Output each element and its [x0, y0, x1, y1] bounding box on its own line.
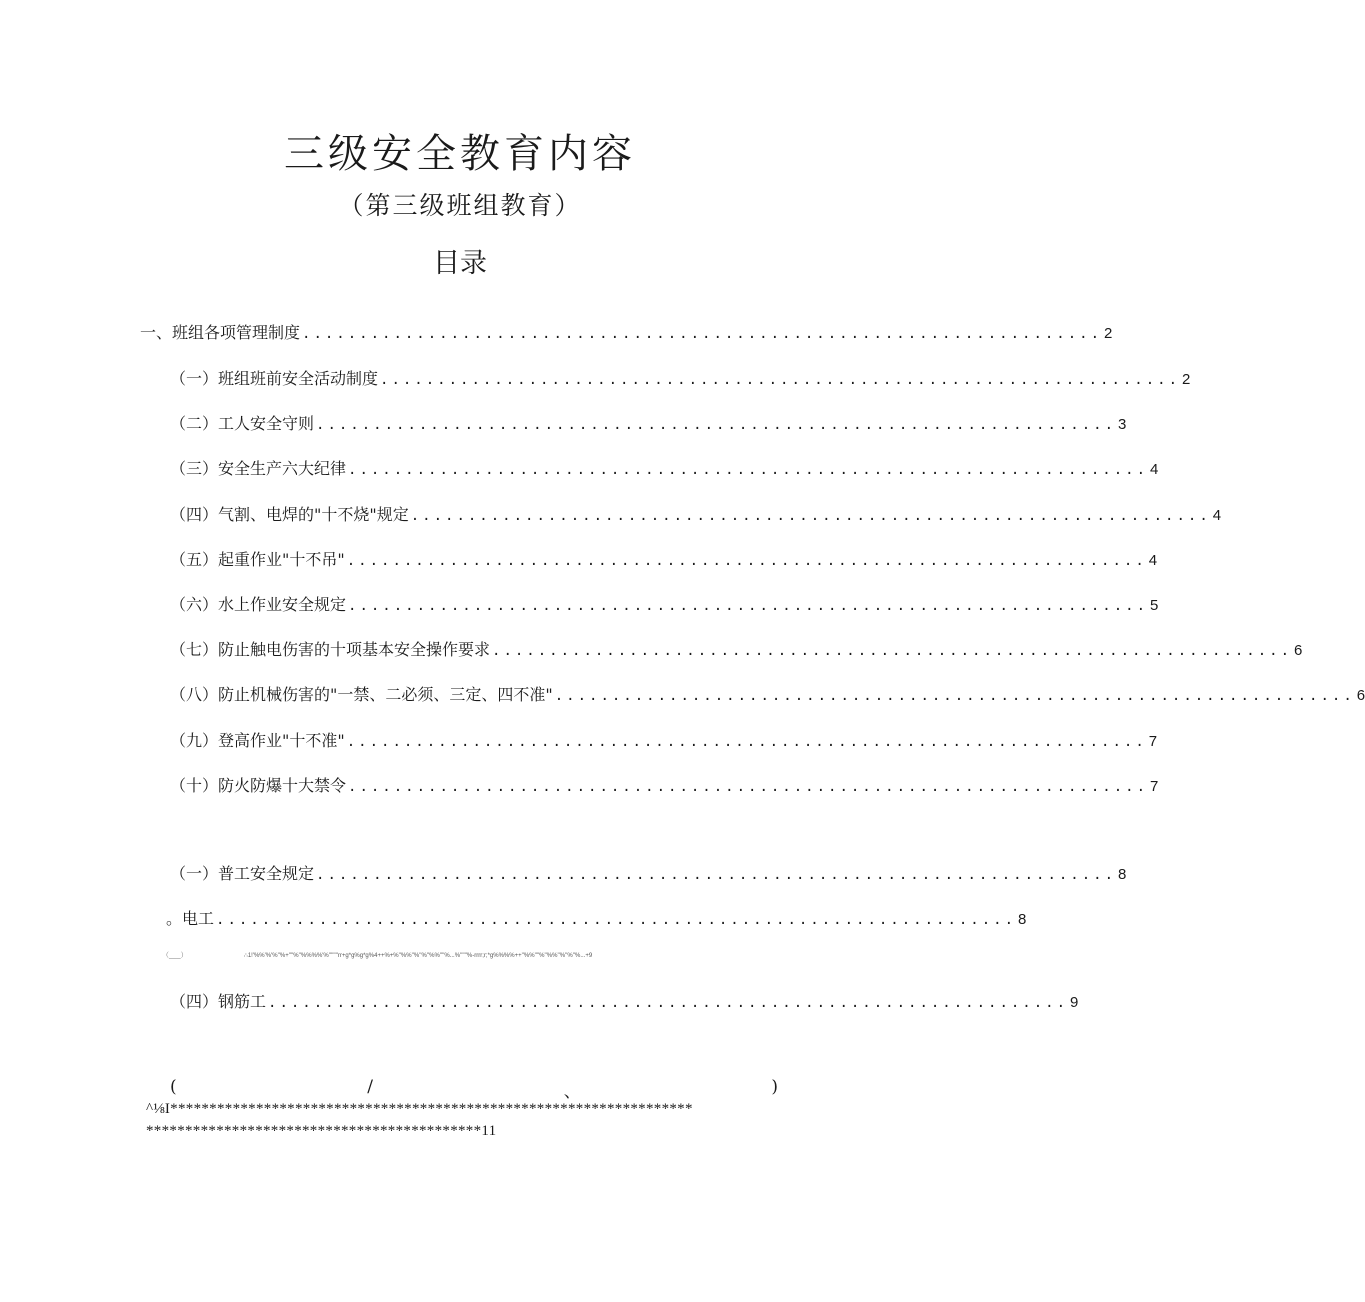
- toc-entry-label: （一）班组班前安全活动制度: [170, 369, 379, 388]
- open-paren: (: [170, 1077, 177, 1097]
- toc-leader-dots: ......................................................................: [316, 867, 1117, 883]
- toc-entry-label: （五）起重作业"十不吊": [170, 550, 345, 569]
- enumeration-comma: 、: [563, 1082, 581, 1102]
- toc-entry-14[interactable]: [170, 989, 1079, 1012]
- toc-entry-page: 4: [1148, 552, 1158, 569]
- toc-entry-page: 7: [1150, 778, 1159, 795]
- close-paren: ): [771, 1077, 778, 1097]
- toc-leader-dots: ......................................................................: [268, 995, 1069, 1011]
- toc-leader-dots: ......................................................................: [316, 417, 1117, 433]
- toc-entry-label: （二）工人安全守则: [170, 414, 315, 433]
- toc-heading: 目录: [433, 248, 487, 279]
- toc-entry-label: 。电工: [166, 909, 215, 928]
- toc-entry-label: （四）气割、电焊的"十不烧"规定: [170, 505, 409, 524]
- scattered-punctuation-row: [170, 1077, 778, 1102]
- toc-leader-dots: ......................................................................: [348, 779, 1149, 795]
- toc-entry-page: 4: [1150, 461, 1159, 478]
- toc-entry-7[interactable]: [170, 592, 1159, 615]
- toc-entry-1[interactable]: [140, 320, 1113, 343]
- toc-entry-label: （八）防止机械伤害的"一禁、二必须、三定、四不准": [170, 685, 553, 704]
- document-title: 三级安全教育内容: [284, 131, 636, 177]
- toc-entry-page: 6: [1294, 642, 1303, 659]
- toc-entry-page: 2: [1182, 371, 1191, 388]
- garbled-text: ∴1!'%%'%'%''%+''''%''%%%%'%''''''''rr+g*g%g*g%4++%+%''%%''%''%''%%''''%...%''''''%-rrrr;r;*g%%%%++''%%''''%''%%''%''%''%...+9: [244, 952, 593, 959]
- toc-entry-page: 5: [1150, 597, 1159, 614]
- toc-entry-8[interactable]: [170, 637, 1303, 660]
- toc-entry-6[interactable]: [170, 547, 1158, 570]
- toc-entry-10[interactable]: [170, 728, 1158, 751]
- toc-entry-label: （十）防火防爆十大禁令: [170, 776, 347, 795]
- toc-entry-11[interactable]: [170, 773, 1159, 796]
- asterisk-line-2: *******************************************11: [146, 1123, 497, 1139]
- toc-entry-label: （一）普工安全规定: [170, 864, 315, 883]
- toc-entry-page: 6: [1356, 687, 1365, 704]
- toc-entry-label: （三）安全生产六大纪律: [170, 459, 347, 478]
- slash: /: [367, 1077, 374, 1097]
- toc-leader-dots: ......................................................................: [348, 598, 1149, 614]
- toc-entry-4[interactable]: [170, 456, 1159, 479]
- toc-entry-13[interactable]: [166, 906, 1027, 929]
- toc-leader-dots: ......................................................................: [216, 912, 1017, 928]
- document-subtitle: （第三级班组教育）: [338, 191, 582, 220]
- toc-entry-label: （四）钢筋工: [170, 992, 267, 1011]
- toc-leader-dots: ......................................................................: [492, 643, 1293, 659]
- toc-entry-page: 4: [1212, 507, 1222, 524]
- garbled-toc-line: [162, 950, 632, 960]
- toc-leader-dots: ......................................................................: [410, 508, 1211, 524]
- toc-entry-12[interactable]: [170, 861, 1127, 884]
- toc-entry-3[interactable]: [170, 411, 1127, 434]
- toc-entry-page: 3: [1118, 416, 1127, 433]
- toc-leader-dots: ......................................................................: [380, 372, 1181, 388]
- toc-leader-dots: ......................................................................: [302, 326, 1103, 342]
- toc-entry-2[interactable]: [170, 366, 1191, 389]
- toc-entry-page: 7: [1148, 733, 1158, 750]
- toc-entry-label: 一、班组各项管理制度: [140, 323, 301, 342]
- toc-entry-page: 9: [1070, 994, 1079, 1011]
- toc-entry-label: （六）水上作业安全规定: [170, 595, 347, 614]
- toc-entry-label: （九）登高作业"十不准": [170, 731, 345, 750]
- toc-entry-page: 2: [1104, 325, 1113, 342]
- toc-leader-dots: ......................................................................: [346, 734, 1147, 750]
- toc-entry-page: 8: [1018, 911, 1027, 928]
- toc-leader-dots: ......................................................................: [554, 688, 1355, 704]
- toc-entry-9[interactable]: [170, 682, 1365, 705]
- toc-leader-dots: ......................................................................: [346, 553, 1147, 569]
- garbled-bracket: （___）: [162, 952, 188, 959]
- toc-entry-page: 8: [1118, 866, 1127, 883]
- toc-leader-dots: ......................................................................: [348, 462, 1149, 478]
- toc-entry-5[interactable]: [170, 502, 1222, 525]
- asterisk-line-1: ^⅛I*******************************************************************: [146, 1101, 693, 1117]
- toc-entry-label: （七）防止触电伤害的十项基本安全操作要求: [170, 640, 491, 659]
